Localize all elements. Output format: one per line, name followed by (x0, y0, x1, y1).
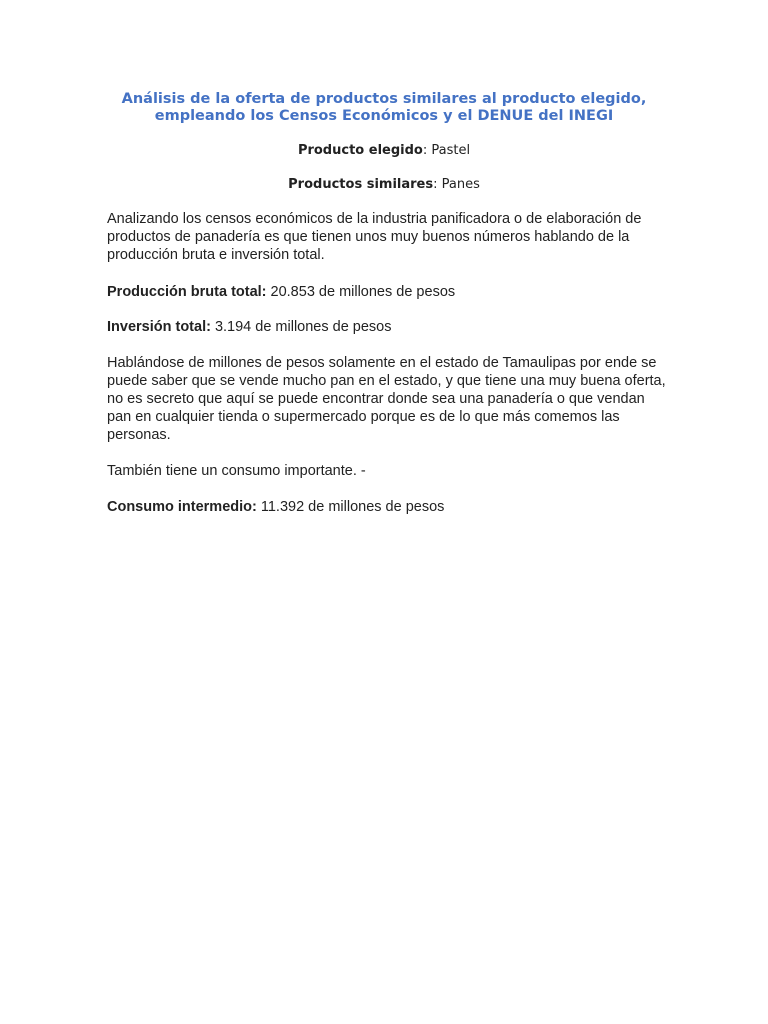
produccion-bruta-value: 20.853 de millones de pesos (266, 284, 456, 300)
productos-similares-line (107, 176, 661, 193)
consumo-intermedio-value: 11.392 de millones de pesos (256, 499, 445, 515)
producto-elegido-value: Pastel (431, 143, 471, 158)
inversion-total-line (107, 318, 667, 336)
tamaulipas-paragraph: Hablándose de millones de pesos solamente en el estado de Tamaulipas por ende se puede saber que se vende mucho pan en el estado, y que tiene una muy buena oferta, no es secreto que aquí se puede encontrar donde sea una panadería o que vendan pan en cualquier tienda o supermercado porque es de lo que más comemos las personas. (107, 355, 666, 443)
consumo-sentence: También tiene un consumo importante. - (107, 463, 366, 479)
productos-similares-value: Panes (441, 177, 480, 192)
producto-elegido-label: Producto elegido (297, 143, 423, 158)
intro-paragraph: Analizando los censos económicos de la industria panificadora o de elaboración de productos de panadería es que tienen unos muy buenos números hablando de la producción bruta e inversión total. (107, 211, 642, 263)
produccion-bruta-label: Producción bruta total: (107, 284, 267, 300)
consumo-intermedio-line (107, 498, 667, 516)
title-line-2: empleando los Censos Económicos y el DENUE del INEGI (154, 108, 614, 124)
document-title (107, 91, 661, 125)
title-line-1: Análisis de la oferta de productos similares al producto elegido, (121, 91, 647, 107)
produccion-bruta-line (107, 283, 667, 301)
productos-similares-separator: : (433, 177, 442, 192)
inversion-total-value: 3.194 de millones de pesos (210, 319, 392, 335)
producto-elegido-line (107, 142, 661, 159)
inversion-total-label: Inversión total: (107, 319, 211, 335)
producto-elegido-separator: : (422, 143, 432, 158)
consumo-intermedio-label: Consumo intermedio: (107, 499, 257, 515)
productos-similares-label: Productos similares (288, 177, 434, 192)
